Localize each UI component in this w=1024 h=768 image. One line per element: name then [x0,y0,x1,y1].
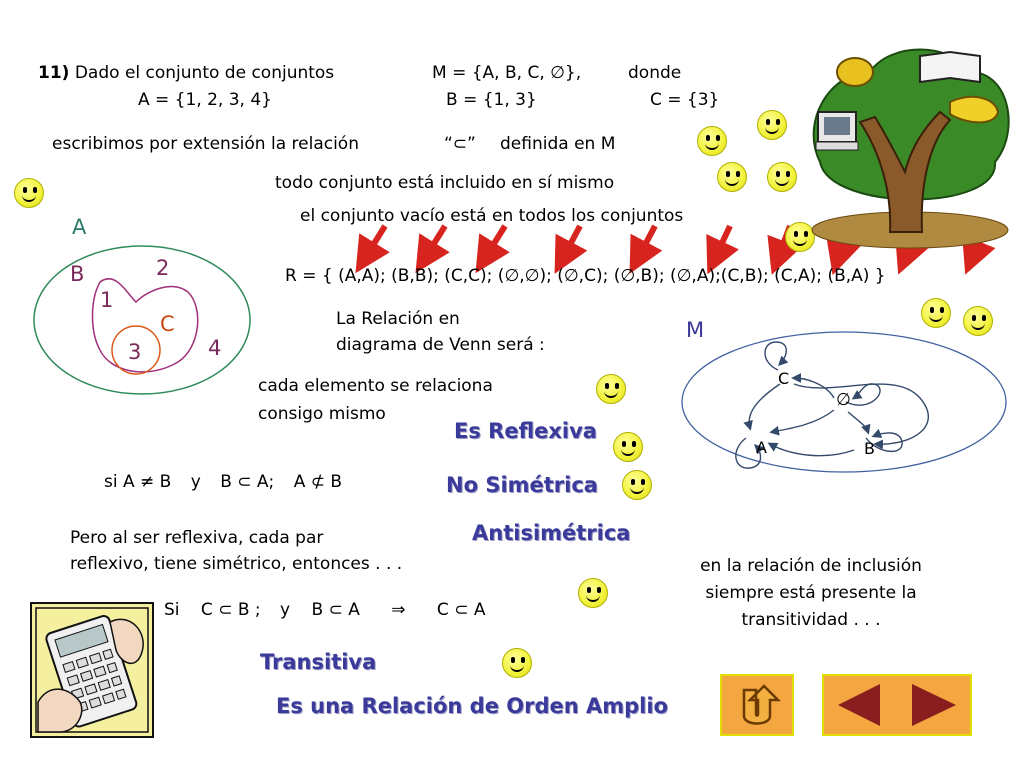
heading-no-simetrica: No Simétrica [446,473,598,497]
venn-num-3: 3 [128,340,142,364]
calculator-clipart-icon [30,602,154,738]
venn-num-4: 4 [208,336,222,360]
exercise-number: 11) [38,63,70,83]
relation-intro: escribimos por extensión la relación [52,134,359,154]
implies-symbol: ⇒ [391,600,406,620]
symmetry-example [104,471,342,493]
smiley-icon [613,432,643,462]
previous-button[interactable] [824,676,898,734]
set-A: A = {1, 2, 3, 4} [138,90,272,110]
note-included-in-self: todo conjunto está incluido en sí mismo [275,173,615,193]
venn-label-A: A [72,215,87,239]
smiley-icon [717,162,747,192]
graph-node-C: C [778,369,790,388]
smiley-icon [757,110,787,140]
heading-antisimetrica: Antisimétrica [472,521,631,545]
venn-label-C: C [160,312,175,336]
arrow-C-to-A [749,384,780,428]
pair-arrow [563,226,580,258]
set-C: C = {3} [650,90,720,110]
venn-caption-line-1: La Relación en [336,309,460,329]
return-button[interactable] [720,674,794,736]
venn-num-1: 1 [100,288,114,312]
loop-C [765,342,786,370]
graph-node-A: A [756,438,767,457]
antisym-note-line-1: Pero al ser reflexiva, cada par [70,528,324,548]
heading-reflexiva: Es Reflexiva [454,419,597,443]
symmetry-part-2: y [190,472,201,492]
heading-orden-amplio: Es una Relación de Orden Amplio [276,694,668,718]
symmetry-part-1: si A ≠ B [104,472,172,492]
exercise-intro: Dado el conjunto de conjuntos [74,63,335,83]
next-triangle-icon [912,684,956,726]
antisym-note-line-2: reflexivo, tiene simétrico, entonces . . . [70,554,403,574]
transitive-note-line-2: siempre está presente la [705,583,917,603]
smiley-icon [502,648,532,678]
left-venn-diagram [28,240,258,400]
transitive-note-line-1: en la relación de inclusión [700,556,922,576]
next-button[interactable] [898,676,972,734]
previous-triangle-icon [838,684,880,726]
smiley-icon [697,126,727,156]
transitive-example [164,599,485,621]
transitive-part-4: B ⊂ A [311,600,360,620]
donde-label: donde [628,63,682,83]
smiley-icon [963,306,993,336]
tree-clipart-icon [800,42,1014,252]
arrow-C-to-B [794,384,928,444]
relation-symbol: “⊂” [444,134,476,154]
arrow-empty-to-B [848,412,868,432]
reflexive-note-line-1: cada elemento se relaciona [258,376,493,396]
navigation-buttons [822,674,972,736]
pair-arrow [638,226,655,258]
relation-tail: definida en M [500,134,616,154]
venn-label-M: M [686,318,705,342]
smiley-icon [622,470,652,500]
venn-label-B: B [70,262,85,286]
smiley-icon [14,178,44,208]
transitive-note-line-3: transitividad . . . [741,610,881,630]
transitive-part-2: C ⊂ B ; [200,600,261,620]
set-M: M = {A, B, C, ∅}, [432,63,582,83]
transitive-part-5: C ⊂ A [436,600,486,620]
smiley-icon [921,298,951,328]
heading-transitiva: Transitiva [260,650,377,674]
symmetry-part-3: B ⊂ A; [220,472,275,492]
venn-caption-line-2: diagrama de Venn será : [336,335,545,355]
pair-arrow [485,226,505,258]
pair-arrow [365,226,385,258]
loop-empty [846,384,880,405]
pair-arrow [715,226,730,258]
return-arrow-icon [722,676,792,734]
graph-node-empty: ∅ [836,390,851,410]
venn-num-2: 2 [156,256,170,280]
transitive-part-1: Si [164,600,180,620]
note-empty-in-all: el conjunto vacío está en todos los conjuntos [300,206,684,226]
graph-node-B: B [864,439,875,458]
smiley-icon [578,578,608,608]
arrow-B-to-A [770,444,854,456]
symmetry-part-4: A ⊄ B [293,472,343,492]
smiley-icon [767,162,797,192]
reflexive-note-line-2: consigo mismo [258,404,386,424]
smiley-icon [596,374,626,404]
transitive-part-3: y [280,600,291,620]
set-B: B = {1, 3} [446,90,537,110]
pair-arrow [425,226,445,258]
relation-R: R = { (A,A); (B,B); (C,C); (∅,∅); (∅,C); (∅,B); (∅,A);(C,B); (C,A); (B,A) } [285,266,886,286]
arrow-empty-to-A [772,410,834,432]
